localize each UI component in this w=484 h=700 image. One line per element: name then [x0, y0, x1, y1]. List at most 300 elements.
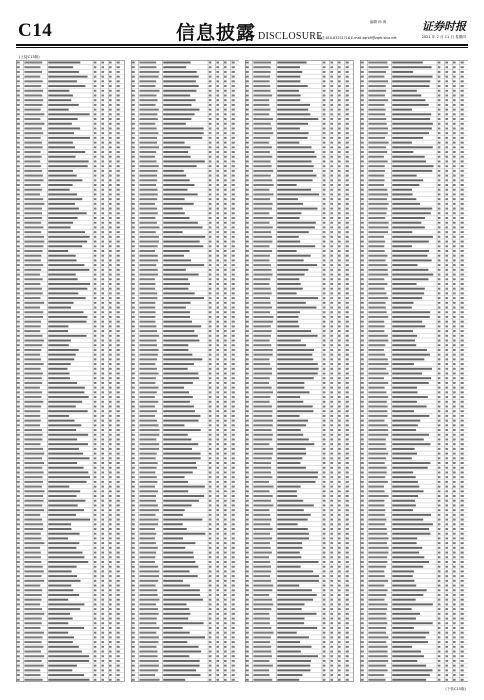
cell-text	[277, 94, 300, 96]
cell-text	[163, 90, 196, 92]
cell-text	[460, 127, 463, 129]
cell-text	[224, 236, 227, 238]
cell-text	[131, 264, 134, 266]
cell-text	[330, 340, 333, 342]
cell-text	[117, 311, 120, 313]
cell-text	[246, 66, 249, 68]
cell-text	[460, 259, 463, 261]
cell-text	[117, 274, 120, 276]
cell-text	[277, 373, 317, 375]
cell-text	[246, 137, 249, 139]
cell-text	[216, 500, 219, 502]
cell-text	[338, 283, 341, 285]
cell-text	[368, 561, 387, 563]
cell-text	[208, 377, 211, 379]
cell-text	[131, 424, 134, 426]
cell-text	[139, 203, 155, 205]
cell-text	[392, 627, 414, 629]
cell-text	[24, 278, 42, 280]
cell-text	[109, 335, 112, 337]
cell-text	[109, 156, 112, 158]
cell-text	[246, 184, 249, 186]
cell-text	[445, 349, 448, 351]
cell-text	[101, 184, 104, 186]
cell-text	[445, 396, 448, 398]
cell-text	[460, 523, 463, 525]
cell-text	[346, 500, 349, 502]
cell-text	[338, 467, 341, 469]
cell-text	[453, 99, 456, 101]
cell-text	[445, 429, 448, 431]
cell-text	[139, 627, 159, 629]
cell-text	[231, 627, 234, 629]
cell-text	[139, 481, 157, 483]
cell-text	[216, 241, 219, 243]
cell-text	[216, 556, 219, 558]
cell-text	[323, 627, 326, 629]
cell-text	[139, 636, 158, 638]
cell-text	[277, 113, 310, 115]
cell-text	[338, 608, 341, 610]
cell-text	[277, 387, 304, 389]
cell-text	[330, 467, 333, 469]
cell-text	[231, 179, 234, 181]
cell-text	[101, 660, 104, 662]
cell-text	[224, 387, 227, 389]
cell-text	[253, 358, 269, 360]
cell-text	[437, 160, 440, 162]
cell-text	[392, 292, 424, 294]
cell-text	[17, 99, 20, 101]
cell-text	[368, 523, 384, 525]
cell-text	[208, 651, 211, 653]
cell-text	[346, 94, 349, 96]
cell-text	[445, 368, 448, 370]
cell-text	[346, 382, 349, 384]
cell-text	[392, 231, 412, 233]
cell-text	[139, 170, 157, 172]
cell-text	[392, 368, 432, 370]
cell-text	[117, 208, 120, 210]
cell-text	[131, 537, 134, 539]
cell-text	[253, 486, 273, 488]
cell-text	[139, 297, 157, 299]
cell-text	[231, 636, 234, 638]
cell-text	[101, 132, 104, 134]
cell-text	[445, 462, 448, 464]
cell-text	[323, 542, 326, 544]
cell-text	[368, 504, 384, 506]
cell-text	[392, 80, 430, 82]
cell-text	[330, 509, 333, 511]
cell-text	[277, 519, 307, 521]
cell-text	[231, 109, 234, 111]
cell-text	[330, 118, 333, 120]
cell-text	[94, 274, 97, 276]
cell-text	[460, 618, 463, 620]
cell-text	[453, 335, 456, 337]
cell-text	[392, 170, 432, 172]
cell-text	[445, 85, 448, 87]
cell-text	[392, 589, 426, 591]
cell-text	[453, 481, 456, 483]
cell-text	[139, 76, 158, 78]
date-line: 2021 年 2 月 11 日 星期四	[421, 35, 466, 39]
cell-text	[208, 212, 211, 214]
cell-text	[253, 420, 273, 422]
cell-text	[17, 76, 20, 78]
cell-text	[216, 80, 219, 82]
cell-text	[139, 523, 158, 525]
cell-text	[368, 486, 384, 488]
cell-text	[437, 231, 440, 233]
cell-text	[453, 457, 456, 459]
cell-text	[277, 62, 306, 64]
cell-text	[246, 80, 249, 82]
cell-text	[101, 363, 104, 365]
cell-text	[208, 387, 211, 389]
cell-text	[109, 438, 112, 440]
cell-text	[24, 665, 43, 667]
cell-text	[224, 519, 227, 521]
cell-text	[101, 80, 104, 82]
cell-text	[216, 481, 219, 483]
cell-text	[231, 118, 234, 120]
cell-text	[216, 434, 219, 436]
cell-text	[437, 523, 440, 525]
cell-text	[117, 340, 120, 342]
cell-text	[453, 377, 456, 379]
cell-text	[101, 151, 104, 153]
cell-text	[453, 76, 456, 78]
cell-text	[139, 123, 155, 125]
cell-text	[224, 307, 227, 309]
cell-text	[17, 542, 20, 544]
cell-text	[24, 415, 40, 417]
cell-text	[224, 297, 227, 299]
cell-text	[224, 401, 227, 403]
cell-text	[163, 632, 189, 634]
cell-text	[131, 500, 134, 502]
cell-text	[231, 292, 234, 294]
cell-text	[346, 669, 349, 671]
cell-text	[368, 462, 384, 464]
cell-text	[117, 424, 120, 426]
cell-text	[253, 580, 271, 582]
cell-text	[323, 146, 326, 148]
cell-text	[392, 66, 431, 68]
cell-text	[253, 288, 270, 290]
cell-text	[17, 646, 20, 648]
cell-text	[346, 622, 349, 624]
cell-text	[131, 618, 134, 620]
cell-text	[101, 627, 104, 629]
cell-text	[277, 556, 301, 558]
cell-text	[109, 212, 112, 214]
cell-text	[346, 481, 349, 483]
cell-text	[163, 151, 188, 153]
cell-text	[368, 104, 384, 106]
cell-text	[392, 410, 414, 412]
cell-text	[246, 94, 249, 96]
cell-text	[131, 76, 134, 78]
cell-text	[277, 241, 300, 243]
cell-text	[117, 354, 120, 356]
cell-text	[163, 165, 196, 167]
cell-text	[368, 415, 387, 417]
cell-text	[101, 542, 104, 544]
cell-text	[453, 387, 456, 389]
cell-text	[24, 528, 43, 530]
cell-text	[392, 203, 420, 205]
cell-text	[277, 528, 308, 530]
cell-text	[131, 340, 134, 342]
cell-text	[216, 349, 219, 351]
cell-text	[101, 613, 104, 615]
cell-text	[163, 363, 194, 365]
cell-text	[163, 448, 192, 450]
cell-text	[131, 575, 134, 577]
cell-text	[224, 410, 227, 412]
cell-text	[253, 90, 270, 92]
cell-text	[48, 585, 71, 587]
cell-text	[208, 552, 211, 554]
cell-text	[253, 297, 270, 299]
cell-text	[445, 632, 448, 634]
cell-text	[94, 302, 97, 304]
cell-text	[17, 217, 20, 219]
cell-text	[277, 321, 298, 323]
cell-text	[208, 410, 211, 412]
cell-text	[208, 297, 211, 299]
cell-text	[445, 674, 448, 676]
cell-text	[246, 85, 249, 87]
cell-text	[453, 288, 456, 290]
cell-text	[131, 109, 134, 111]
cell-text	[338, 146, 341, 148]
cell-text	[460, 382, 463, 384]
cell-text	[392, 438, 424, 440]
cell-text	[17, 429, 20, 431]
cell-text	[17, 344, 20, 346]
cell-text	[453, 410, 456, 412]
cell-text	[346, 358, 349, 360]
cell-text	[392, 208, 432, 210]
cell-text	[368, 142, 388, 144]
cell-text	[360, 457, 363, 459]
cell-text	[24, 636, 42, 638]
cell-text	[117, 231, 120, 233]
cell-text	[253, 222, 269, 224]
cell-text	[368, 655, 387, 657]
cell-text	[460, 358, 463, 360]
cell-text	[117, 438, 120, 440]
cell-text	[94, 222, 97, 224]
cell-text	[109, 382, 112, 384]
cell-text	[253, 500, 271, 502]
cell-text	[323, 552, 326, 554]
cell-text	[131, 665, 134, 667]
cell-text	[460, 283, 463, 285]
cell-text	[216, 226, 219, 228]
cell-text	[253, 363, 270, 365]
cell-text	[231, 321, 234, 323]
cell-text	[253, 179, 272, 181]
cell-text	[253, 175, 270, 177]
cell-text	[246, 274, 249, 276]
cell-text	[224, 528, 227, 530]
cell-text	[323, 382, 326, 384]
cell-text	[117, 467, 120, 469]
editor-line: 编辑 孙 涛	[370, 20, 387, 24]
cell-text	[453, 344, 456, 346]
cell-text	[437, 283, 440, 285]
cell-text	[101, 288, 104, 290]
cell-text	[368, 189, 387, 191]
cell-text	[139, 660, 158, 662]
cell-text	[131, 80, 134, 82]
cell-text	[392, 561, 429, 563]
cell-text	[216, 533, 219, 535]
cell-text	[330, 486, 333, 488]
cell-text	[453, 132, 456, 134]
cell-text	[131, 137, 134, 139]
cell-text	[323, 396, 326, 398]
cell-text	[346, 655, 349, 657]
cell-text	[117, 165, 120, 167]
cell-text	[163, 137, 202, 139]
cell-text	[216, 603, 219, 605]
cell-text	[17, 566, 20, 568]
cell-text	[131, 90, 134, 92]
cell-text	[224, 325, 227, 327]
cell-text	[94, 608, 97, 610]
cell-text	[163, 358, 202, 360]
cell-text	[246, 420, 249, 422]
cell-text	[392, 486, 419, 488]
cell-text	[346, 519, 349, 521]
cell-text	[460, 316, 463, 318]
cell-text	[131, 142, 134, 144]
cell-text	[24, 377, 41, 379]
cell-text	[216, 151, 219, 153]
cell-text	[224, 226, 227, 228]
cell-text	[453, 382, 456, 384]
cell-text	[360, 589, 363, 591]
cell-text	[48, 391, 84, 393]
cell-text	[208, 660, 211, 662]
cell-text	[101, 335, 104, 337]
cell-text	[360, 226, 363, 228]
cell-text	[460, 203, 463, 205]
cell-text	[101, 307, 104, 309]
cell-text	[139, 453, 156, 455]
cell-text	[338, 236, 341, 238]
cell-text	[445, 170, 448, 172]
cell-text	[101, 674, 104, 676]
cell-text	[323, 424, 326, 426]
cell-text	[109, 109, 112, 111]
cell-text	[330, 179, 333, 181]
cell-text	[246, 203, 249, 205]
cell-text	[224, 405, 227, 407]
cell-text	[24, 340, 44, 342]
cell-text	[338, 160, 341, 162]
cell-text	[338, 405, 341, 407]
cell-text	[101, 255, 104, 257]
cell-text	[216, 123, 219, 125]
cell-text	[17, 387, 20, 389]
cell-text	[460, 632, 463, 634]
cell-text	[17, 396, 20, 398]
cell-text	[437, 236, 440, 238]
cell-text	[246, 269, 249, 271]
cell-text	[117, 651, 120, 653]
cell-text	[453, 297, 456, 299]
cell-text	[253, 391, 273, 393]
cell-text	[17, 679, 20, 681]
brand-logo: 证券时报	[422, 20, 466, 33]
cell-text	[368, 226, 388, 228]
cell-text	[109, 627, 112, 629]
cell-text	[24, 575, 41, 577]
cell-text	[216, 387, 219, 389]
cell-text	[48, 363, 70, 365]
cell-text	[253, 467, 271, 469]
cell-text	[253, 434, 273, 436]
cell-text	[453, 212, 456, 214]
cell-text	[109, 603, 112, 605]
cell-text	[139, 198, 157, 200]
cell-text	[360, 373, 363, 375]
cell-text	[117, 330, 120, 332]
cell-text	[117, 627, 120, 629]
cell-text	[101, 189, 104, 191]
cell-text	[453, 655, 456, 657]
cell-text	[346, 646, 349, 648]
cell-text	[131, 208, 134, 210]
cell-text	[360, 297, 363, 299]
cell-text	[453, 608, 456, 610]
cell-text	[392, 636, 425, 638]
cell-text	[277, 292, 296, 294]
cell-text	[208, 340, 211, 342]
cell-text	[163, 241, 199, 243]
cell-text	[392, 504, 416, 506]
cell-text	[231, 476, 234, 478]
cell-text	[109, 184, 112, 186]
cell-text	[437, 500, 440, 502]
cell-text	[139, 462, 157, 464]
cell-text	[323, 212, 326, 214]
cell-text	[231, 660, 234, 662]
cell-text	[94, 297, 97, 299]
cell-text	[330, 481, 333, 483]
cell-text	[253, 170, 273, 172]
cell-text	[445, 245, 448, 247]
cell-text	[346, 542, 349, 544]
cell-text	[101, 377, 104, 379]
cell-text	[224, 561, 227, 563]
cell-text	[117, 396, 120, 398]
cell-text	[231, 429, 234, 431]
cell-text	[94, 160, 97, 162]
cell-text	[346, 665, 349, 667]
cell-text	[224, 665, 227, 667]
cell-text	[139, 193, 157, 195]
cell-text	[24, 316, 43, 318]
cell-text	[24, 104, 42, 106]
